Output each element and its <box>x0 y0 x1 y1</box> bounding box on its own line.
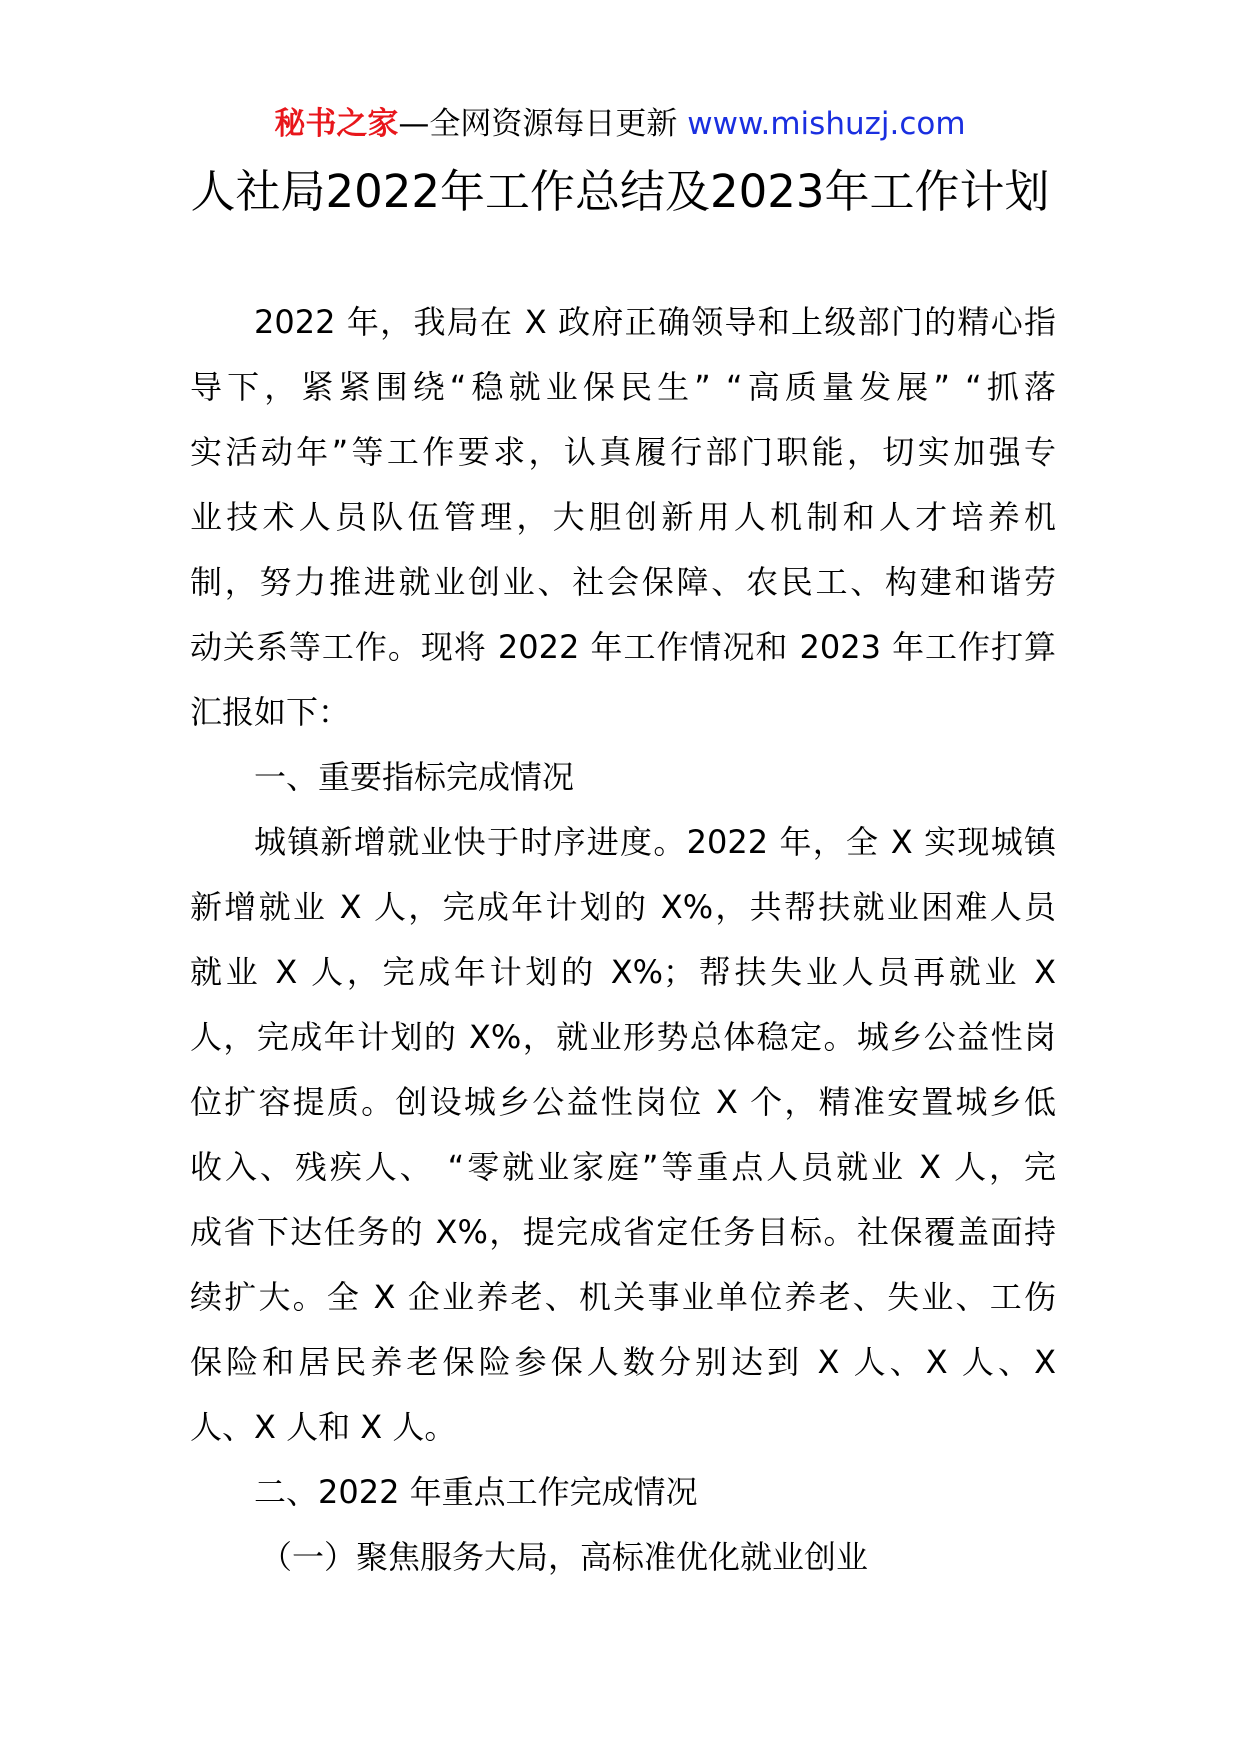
site-url-link[interactable]: www.mishuzj.com <box>687 106 966 142</box>
paragraph-line: 保险和居民养老保险参保人数分别达到 X 人、X 人、X <box>190 1343 1056 1381</box>
document-title: 人社局2022年工作总结及2023年工作计划 <box>190 165 1050 218</box>
paragraph-line: 汇报如下： <box>190 693 351 731</box>
paragraph-line: 成省下达任务的 X%，提完成省定任务目标。社保覆盖面持 <box>190 1213 1056 1251</box>
paragraph-line: 制，努力推进就业创业、社会保障、农民工、构建和谐劳 <box>190 563 1056 601</box>
paragraph-line: 人，完成年计划的 X%，就业形势总体稳定。城乡公益性岗 <box>190 1018 1056 1056</box>
paragraph-line: 人、X 人和 X 人。 <box>190 1408 457 1446</box>
section-heading: 一、重要指标完成情况 <box>254 758 575 796</box>
site-header <box>0 104 1240 144</box>
header-tagline: —全网资源每日更新 <box>398 106 688 142</box>
paragraph-line: 收入、残疾人、 “零就业家庭”等重点人员就业 X 人，完 <box>190 1148 1056 1186</box>
paragraph-line: 2022 年，我局在 X 政府正确领导和上级部门的精心指 <box>254 303 1056 341</box>
paragraph-line: 新增就业 X 人，完成年计划的 X%，共帮扶就业困难人员 <box>190 888 1056 926</box>
paragraph-line: 就业 X 人，完成年计划的 X%；帮扶失业人员再就业 X <box>190 953 1056 991</box>
paragraph-line: 实活动年”等工作要求，认真履行部门职能，切实加强专 <box>190 433 1056 471</box>
paragraph-line: 续扩大。全 X 企业养老、机关事业单位养老、失业、工伤 <box>190 1278 1056 1316</box>
paragraph-line: 导下，紧紧围绕“稳就业保民生” “高质量发展” “抓落 <box>190 368 1056 406</box>
document-body <box>190 290 1056 1590</box>
section-heading: 二、2022 年重点工作完成情况 <box>254 1473 698 1511</box>
subsection-heading: （一）聚焦服务大局，高标准优化就业创业 <box>260 1538 869 1576</box>
paragraph-line: 业技术人员队伍管理，大胆创新用人机制和人才培养机 <box>190 498 1056 536</box>
paragraph-line: 位扩容提质。创设城乡公益性岗位 X 个，精准安置城乡低 <box>190 1083 1056 1121</box>
paragraph-line: 动关系等工作。现将 2022 年工作情况和 2023 年工作打算 <box>190 628 1056 666</box>
brand-name: 秘书之家 <box>274 106 399 142</box>
paragraph-line: 城镇新增就业快于时序进度。2022 年，全 X 实现城镇 <box>254 823 1056 861</box>
